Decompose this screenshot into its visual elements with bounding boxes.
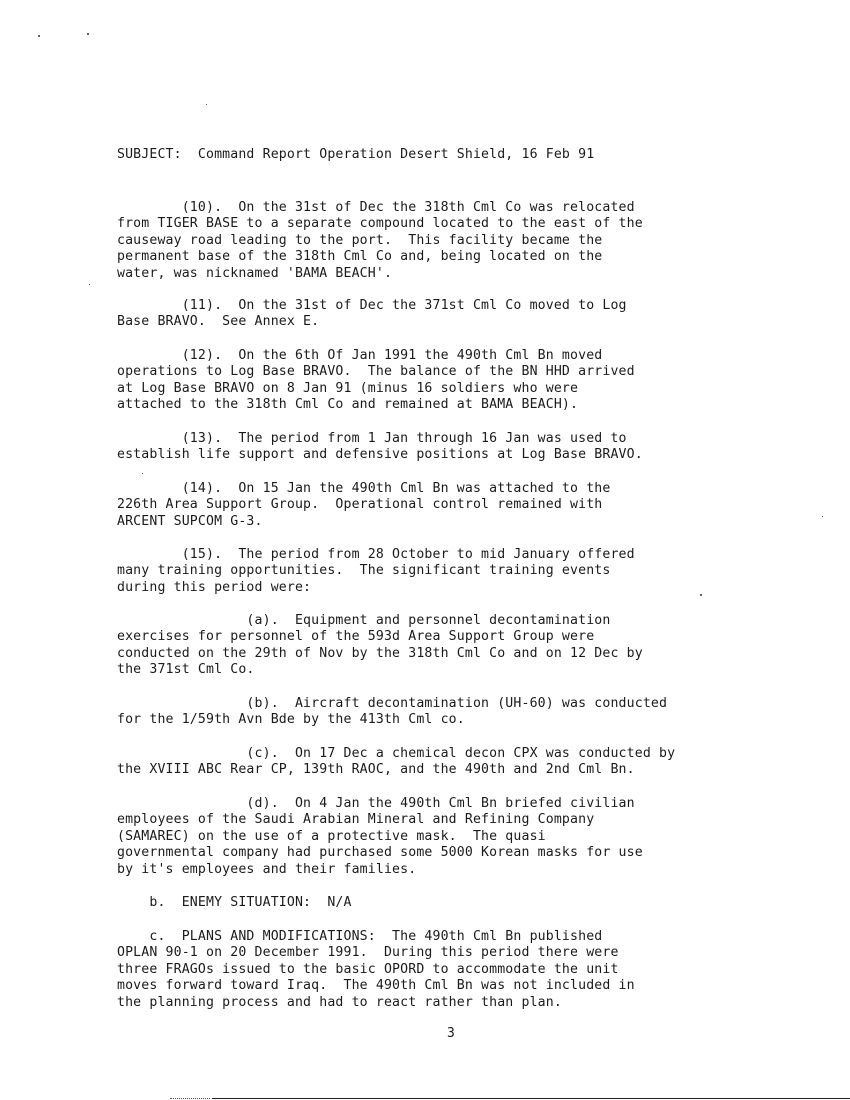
scan-speck: [87, 33, 89, 35]
scan-speck: [206, 104, 207, 105]
paragraph-line: for the 1/59th Avn Bde by the 413th Cml co.: [117, 712, 465, 728]
paragraph-line: operations to Log Base BRAVO. The balance of the BN HHD arrived: [117, 364, 635, 380]
paragraph-line: (10). On the 31st of Dec the 318th Cml Co was relocated: [117, 200, 635, 215]
paragraph-line: (c). On 17 Dec a chemical decon CPX was conducted by: [117, 746, 676, 761]
paragraph-line: (14). On 15 Jan the 490th Cml Bn was attached to the: [117, 481, 611, 496]
paragraph-line: (13). The period from 1 Jan through 16 Jan was used to: [117, 431, 627, 446]
paragraph-line: moves forward toward Iraq. The 490th Cml Bn was not included in: [117, 978, 635, 994]
paragraph-line: 226th Area Support Group. Operational control remained with: [117, 497, 603, 513]
paragraph-line: water, was nicknamed 'BAMA BEACH'.: [117, 265, 393, 281]
paragraph-line: attached to the 318th Cml Co and remained at BAMA BEACH).: [117, 397, 579, 413]
scan-speck: [142, 473, 143, 474]
paragraph-line: exercises for personnel of the 593d Area Support Group were: [117, 629, 595, 645]
paragraph-line: conducted on the 29th of Nov by the 318th Cml Co and on 12 Dec by: [117, 645, 643, 661]
paragraph-line: (b). Aircraft decontamination (UH-60) was conducted: [117, 696, 668, 711]
paragraph-line: establish life support and defensive positions at Log Base BRAVO.: [117, 447, 643, 463]
subject-line: SUBJECT: Command Report Operation Desert Shield, 16 Feb 91: [117, 147, 595, 162]
paragraph-line: causeway road leading to the port. This facility became the: [117, 232, 603, 248]
scan-speck: [89, 284, 90, 285]
scan-speck: [822, 516, 823, 517]
paragraph-line: (11). On the 31st of Dec the 371st Cml Co moved to Log: [117, 298, 627, 313]
paragraph-line: the planning process and had to react rather than plan.: [117, 994, 562, 1010]
paragraph-line: ARCENT SUPCOM G-3.: [117, 513, 263, 529]
page-number: 3: [447, 1026, 455, 1041]
paragraph-line: by it's employees and their families.: [117, 861, 417, 877]
paragraph-line: employees of the Saudi Arabian Mineral and Refining Company: [117, 812, 595, 828]
paragraph-line: OPLAN 90-1 on 20 December 1991. During this period there were: [117, 945, 619, 961]
paragraph-line: many training opportunities. The significant training events: [117, 563, 611, 579]
paragraph-line: during this period were:: [117, 579, 312, 595]
scan-speck: [38, 35, 40, 37]
paragraph-line: from TIGER BASE to a separate compound located to the east of the: [117, 216, 643, 232]
paragraph-line: (15). The period from 28 October to mid January offered: [117, 547, 635, 562]
paragraph-line: Base BRAVO. See Annex E.: [117, 314, 320, 330]
scan-speck: [700, 594, 702, 596]
paragraph-line: permanent base of the 318th Cml Co and, being located on the: [117, 249, 603, 265]
paragraph-line: c. PLANS AND MODIFICATIONS: The 490th Cml Bn published: [117, 929, 603, 944]
paragraph-line: (a). Equipment and personnel decontamination: [117, 613, 611, 628]
paragraph-line: at Log Base BRAVO on 8 Jan 91 (minus 16 soldiers who were: [117, 380, 579, 396]
paragraph-line: governmental company had purchased some 5000 Korean masks for use: [117, 845, 643, 861]
paragraph-line: (SAMAREC) on the use of a protective mask. The quasi: [117, 828, 546, 844]
paragraph-line: (12). On the 6th Of Jan 1991 the 490th Cml Bn moved: [117, 348, 603, 363]
paragraph-line: b. ENEMY SITUATION: N/A: [117, 895, 352, 910]
paragraph-line: the XVIII ABC Rear CP, 139th RAOC, and the 490th and 2nd Cml Bn.: [117, 762, 635, 778]
paragraph-line: three FRAGOs issued to the basic OPORD to accommodate the unit: [117, 961, 619, 977]
paragraph-line: (d). On 4 Jan the 490th Cml Bn briefed civilian: [117, 796, 635, 811]
paragraph-line: the 371st Cml Co.: [117, 662, 255, 678]
